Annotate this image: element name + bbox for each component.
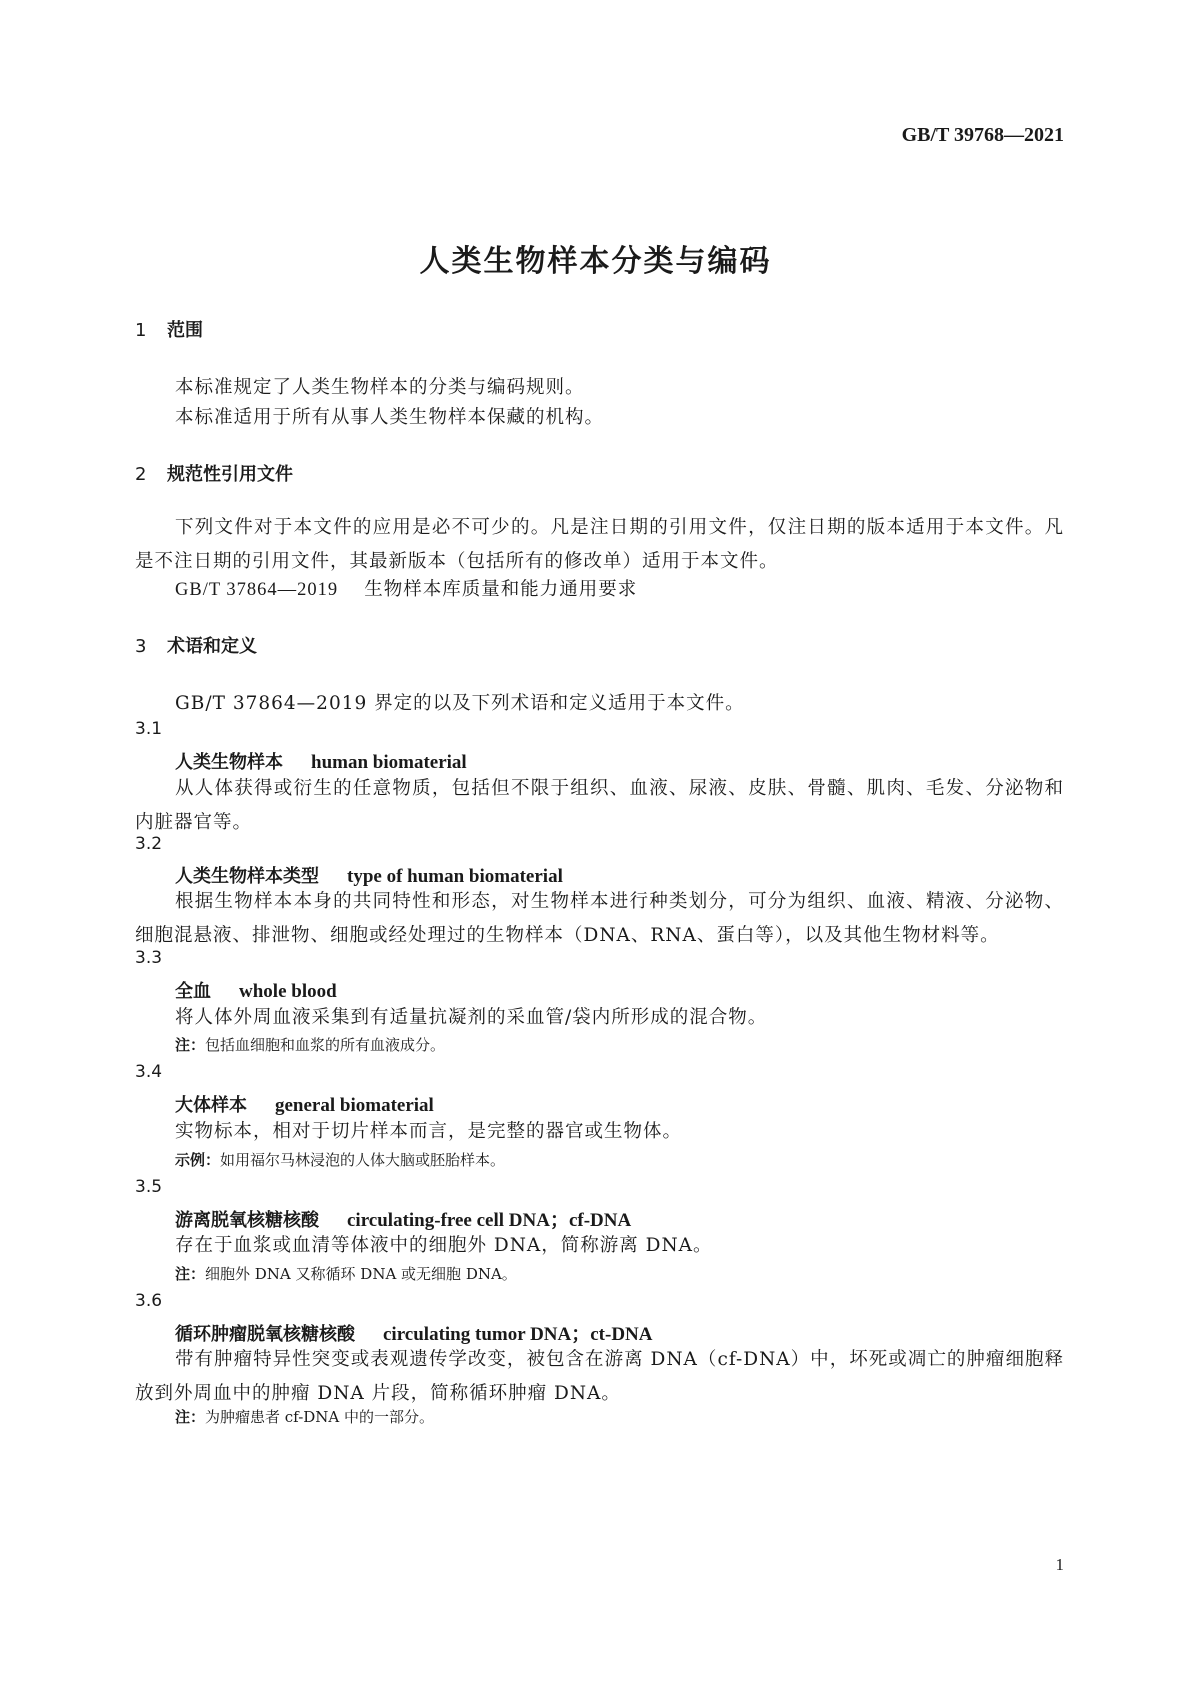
example-label: 示例：	[175, 1151, 221, 1169]
term-definition: 带有肿瘤特异性突变或表观遗传学改变，被包含在游离 DNA（cf-DNA）中，坏死或凋亡的肿瘤细胞释放到外周血中的肿瘤 DNA 片段，简称循环肿瘤 DNA。	[135, 1349, 1064, 1404]
document-title: 人类生物样本分类与编码	[419, 244, 772, 279]
term-definition: 实物标本，相对于切片样本而言，是完整的器官或生物体。	[175, 1121, 683, 1142]
term-heading	[175, 1205, 631, 1232]
reference-code: GB/T 37864—2019	[175, 580, 339, 600]
paragraph: 下列文件对于本文件的应用是必不可少的。凡是注日期的引用文件，仅注日期的版本适用于本文件。凡是不注日期的引用文件，其最新版本（包括所有的修改单）适用于本文件。	[135, 517, 1064, 572]
term-number: 3.3	[135, 948, 163, 968]
term-number: 3.2	[135, 834, 163, 854]
term-english: circulating-free cell DNA；cf-DNA	[347, 1210, 632, 1231]
page-number: 1	[1055, 1555, 1064, 1574]
section-title: 范围	[167, 320, 203, 341]
standard-number: GB/T 39768—2021	[901, 124, 1064, 146]
section-number: 1	[135, 320, 147, 341]
section-3-heading	[135, 632, 257, 658]
term-heading	[175, 1091, 434, 1117]
term-english: type of human biomaterial	[347, 866, 563, 887]
term-note	[175, 1406, 434, 1427]
normative-reference	[175, 575, 637, 601]
section-number: 2	[135, 464, 147, 485]
term-example	[175, 1149, 505, 1170]
term-chinese: 循环肿瘤脱氧核糖核酸	[175, 1324, 355, 1345]
note-text: 包括血细胞和血浆的所有血液成分。	[205, 1036, 446, 1054]
term-heading	[175, 1319, 652, 1346]
note-text: 为肿瘤患者 cf-DNA 中的一部分。	[205, 1408, 435, 1426]
note-label: 注：	[175, 1408, 206, 1426]
section-title: 规范性引用文件	[167, 464, 293, 485]
note-label: 注：	[175, 1036, 206, 1054]
term-chinese: 人类生物样本	[175, 752, 283, 773]
term-chinese: 人类生物样本类型	[175, 866, 319, 887]
note-text: 细胞外 DNA 又称循环 DNA 或无细胞 DNA。	[205, 1265, 517, 1283]
term-note	[175, 1263, 517, 1284]
term-english: circulating tumor DNA；ct-DNA	[383, 1324, 653, 1345]
example-text: 如用福尔马林浸泡的人体大脑或胚胎样本。	[220, 1151, 506, 1169]
term-heading	[175, 748, 467, 774]
term-definition: 存在于血浆或血清等体液中的细胞外 DNA，简称游离 DNA。	[175, 1235, 713, 1256]
term-number: 3.4	[135, 1062, 163, 1082]
note-label: 注：	[175, 1265, 206, 1283]
section-title: 术语和定义	[167, 636, 257, 657]
section-2-heading	[135, 460, 293, 486]
term-chinese: 全血	[175, 981, 211, 1002]
paragraph: 本标准适用于所有从事人类生物样本保藏的机构。	[175, 407, 605, 428]
term-note	[175, 1034, 445, 1055]
reference-title: 生物样本库质量和能力通用要求	[364, 579, 638, 600]
term-heading	[175, 977, 337, 1003]
section-1-heading	[135, 316, 203, 342]
term-number: 3.6	[135, 1291, 163, 1311]
term-definition: 从人体获得或衍生的任意物质，包括但不限于组织、血液、尿液、皮肤、骨髓、肌肉、毛发、分泌物和内脏器官等。	[135, 778, 1064, 833]
term-english: general biomaterial	[275, 1095, 434, 1116]
paragraph: 本标准规定了人类生物样本的分类与编码规则。	[175, 377, 585, 398]
term-number: 3.5	[135, 1177, 163, 1197]
term-definition: 将人体外周血液采集到有适量抗凝剂的采血管/袋内所形成的混合物。	[175, 1007, 768, 1028]
term-chinese: 游离脱氧核糖核酸	[175, 1210, 319, 1231]
term-number: 3.1	[135, 719, 163, 739]
section-number: 3	[135, 636, 147, 657]
term-chinese: 大体样本	[175, 1095, 247, 1116]
section-3-intro: GB/T 37864—2019 界定的以及下列术语和定义适用于本文件。	[175, 693, 745, 714]
term-english: human biomaterial	[311, 752, 467, 773]
term-english: whole blood	[239, 981, 337, 1002]
term-definition: 根据生物样本本身的共同特性和形态，对生物样本进行种类划分，可分为组织、血液、精液、分泌物、细胞混悬液、排泄物、细胞或经处理过的生物样本（DNA、RNA、蛋白等），以及其他生物材料等。	[135, 891, 1064, 946]
